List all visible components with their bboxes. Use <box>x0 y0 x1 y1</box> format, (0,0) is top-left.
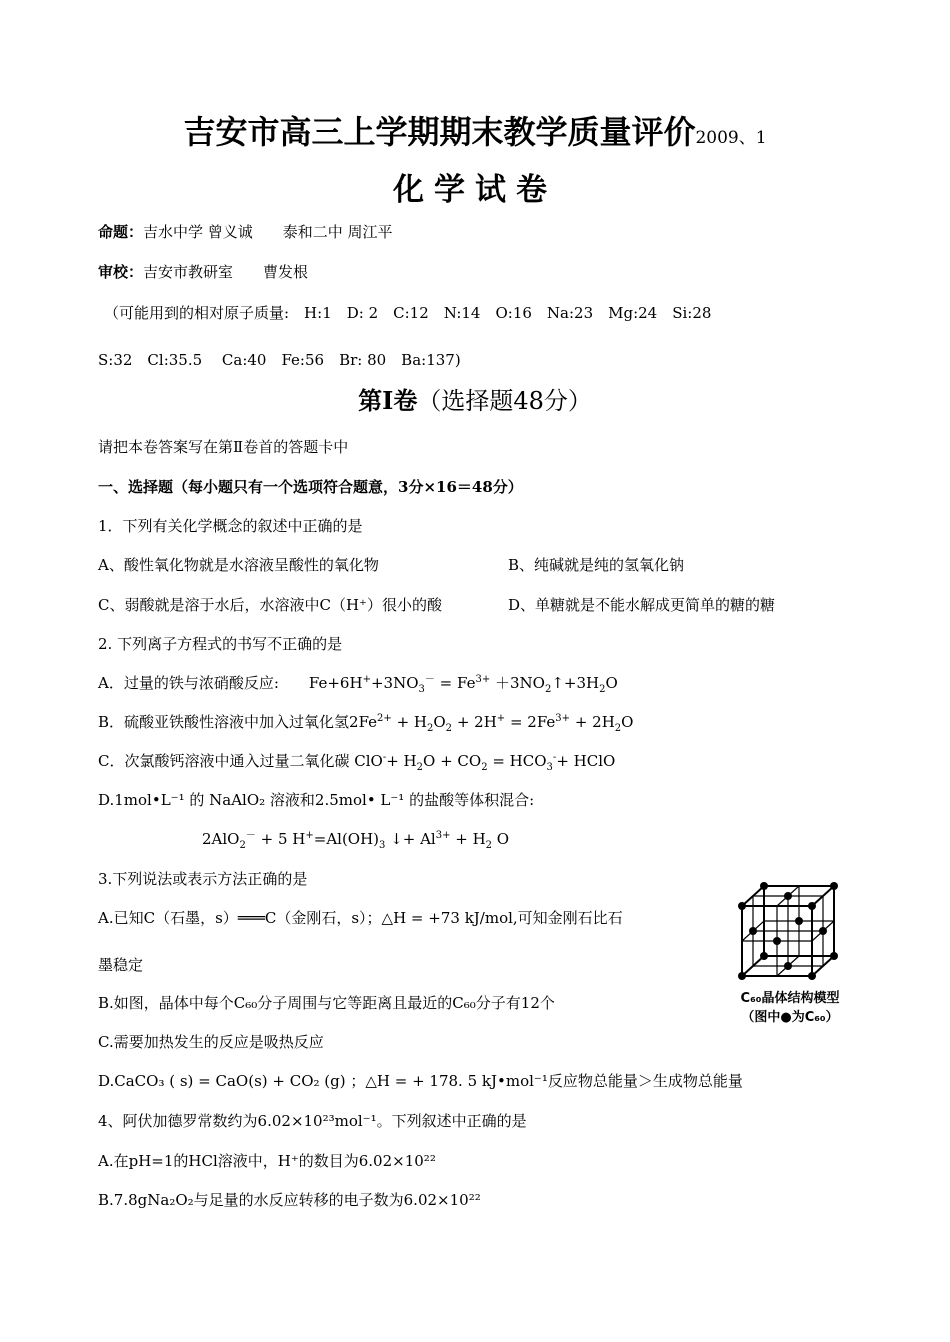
q3-option-d: D.CaCO₃ ( s) = CaO(s) + CO₂ (g) ；△H = + 178. 5 kJ•mol⁻¹反应物总能量＞生成物总能量 <box>98 1072 743 1090</box>
q1-option-d: D、单糖就是不能水解成更简单的糖的糖 <box>508 596 776 614</box>
q2-option-c-label: C．次氯酸钙溶液中通入过量二氧化碳 <box>98 752 350 770</box>
q2-stem: 2. 下列离子方程式的书写不正确的是 <box>98 635 343 653</box>
q3-option-b: B.如图，晶体中每个C₆₀分子周围与它等距离且最近的C₆₀分子有12个 <box>98 994 555 1012</box>
q1-option-c: C、弱酸就是溶于水后，水溶液中C（H⁺）很小的酸 <box>98 596 442 614</box>
q1-option-b: B、纯碱就是纯的氢氧化钠 <box>508 556 685 574</box>
title-text: 吉安市高三上学期期末教学质量评价 <box>183 113 696 151</box>
q2-option-c: C．次氯酸钙溶液中通入过量二氧化碳 $ClO^-+ H_2O + CO_2 = HCO_3^-+$ HClO <box>98 752 616 773</box>
q3-stem: 3.下列说法或表示方法正确的是 <box>98 870 308 888</box>
q2-option-d-equation: 2AlO$_2$－ + 5 $H^+=Al(OH)_3$ ↓+ $Al^{3+} + H_2$ O <box>202 830 510 851</box>
page-title <box>0 110 950 160</box>
atomic-masses-line-1: （可能用到的相对原子质量: H:1 D: 2 C:12 N:14 O:16 Na:23 Mg:24 Si:28 <box>104 304 712 322</box>
reviewer-line <box>98 262 308 282</box>
section-instruction: 请把本卷答案写在第Ⅱ卷首的答题卡中 <box>98 438 349 456</box>
q1-option-a: A、酸性氧化物就是水溶液呈酸性的氧化物 <box>98 556 379 574</box>
figure-caption-note: （图中●为C₆₀） <box>741 1010 839 1025</box>
reviewer-label: 审校： <box>98 263 144 281</box>
q2-option-d: D.1mol•L⁻¹ 的 NaAlO₂ 溶液和2.5mol• L⁻¹ 的盐酸等体积混合: <box>98 791 535 809</box>
title-date: 2009、1 <box>695 128 767 148</box>
author-text: 吉水中学 曾义诚 泰和二中 周江平 <box>143 223 393 241</box>
q3-option-c: C.需要加热发生的反应是吸热反应 <box>98 1033 324 1051</box>
q2-option-a: A．过量的铁与浓硝酸反应: $Fe+6H^++3NO_3^- = Fe^{3+}$ $+3NO_2↑+3H_2O$ <box>98 674 618 695</box>
q4-option-a: A.在pH=1的HCl溶液中，H⁺的数目为6.02×10²² <box>98 1152 436 1170</box>
reviewer-text: 吉安市教研室 曹发根 <box>143 263 309 281</box>
section-heading: 一、选择题（每小题只有一个选项符合题意，3分×16＝48分） <box>98 478 523 496</box>
atomic-masses-line-2: S:32 Cl:35.5 Ca:40 Fe:56 Br: 80 Ba:137) <box>98 351 461 369</box>
page-subtitle: 化学试卷 <box>393 172 557 208</box>
section-title-rest: （选择题48分） <box>417 387 592 415</box>
section-title <box>0 384 950 418</box>
author-label: 命题： <box>98 223 144 241</box>
q3-option-a-line2: 墨稳定 <box>98 956 144 974</box>
figure-caption-title: C₆₀晶体结构模型 <box>740 991 840 1006</box>
q3-option-a-line1: A.已知C（石墨，s）═══C（金刚石，s）；△H = +73 kJ/mol,可知金刚石比石 <box>98 909 623 927</box>
q2-option-b: B．硫酸亚铁酸性溶液中加入过氧化氢$2Fe^{2+} + H_2O_2 + 2H^+ = 2Fe^{3+} + 2H_2O$ <box>98 713 634 734</box>
q2-option-b-label: B．硫酸亚铁酸性溶液中加入过氧化氢 <box>98 713 350 731</box>
q4-option-b: B.7.8gNa₂O₂与足量的水反应转移的电子数为6.02×10²² <box>98 1191 481 1209</box>
q4-stem: 4、阿伏加德罗常数约为6.02×10²³mol⁻¹。下列叙述中正确的是 <box>98 1112 527 1130</box>
section-title-bold: 第Ⅰ卷 <box>358 386 418 415</box>
q1-stem: 1．下列有关化学概念的叙述中正确的是 <box>98 517 363 535</box>
q2-option-a-label: A．过量的铁与浓硝酸反应: <box>98 674 279 692</box>
author-line <box>98 222 393 242</box>
